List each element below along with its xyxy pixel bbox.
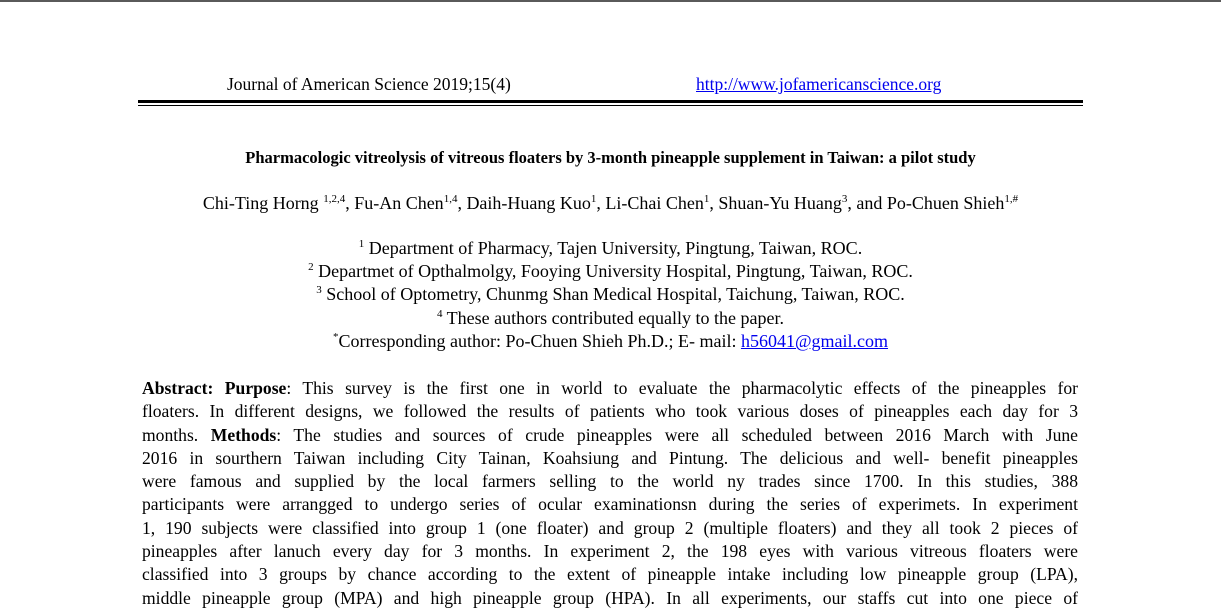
abstract-line [142,377,1078,400]
abstract [142,377,1078,610]
journal-citation: Journal of American Science 2019;15(4) [227,74,511,94]
author-affiliation-mark: 3 [841,193,848,205]
author: Chi-Ting Horng [202,193,324,213]
header-rule-thin [138,105,1083,106]
abstract-line: participants were arrangged to undergo series of ocular examinationsn during the series of experimets. In experiment [142,494,1078,515]
author-separator: , [457,193,467,213]
corresponding-author [0,331,1221,352]
affiliation-text: Departmet of Opthalmolgy, Fooying University Hospital, Pingtung, Taiwan, ROC. [313,261,913,281]
author-separator: , [596,193,606,213]
corresponding-mark: * [332,331,339,343]
abstract-line: were famous and supplied by the local farmers selling to the world ny trades since 1700. In this studies, 388 [142,471,1078,492]
author-separator: , [345,193,355,213]
corresponding-text: Corresponding author: Po-Chuen Shieh Ph.D.; E- mail: [338,331,741,351]
author: Daih-Huang Kuo [466,193,591,213]
author-affiliation-mark: 1,# [1004,193,1019,205]
affiliation-text: Department of Pharmacy, Tajen University, Pingtung, Taiwan, ROC. [364,238,863,258]
affiliation-4 [0,308,1221,329]
author: Fu-An Chen [354,193,444,213]
abstract-text: : The studies and sources of crude pineapples were all scheduled between 2016 March with June [276,424,1078,445]
author-affiliation-mark: 1 [703,193,710,205]
abstract-line: 1, 190 subjects were classified into group 1 (one floater) and group 2 (multiple floaters) and they all took 2 pieces of [142,517,1078,538]
author: Li-Chai Chen [605,193,704,213]
journal-url-link[interactable]: http://www.jofamericanscience.org [696,74,942,94]
page-top-border [0,0,1221,2]
author-list [0,193,1221,214]
affiliation-mark: 1 [358,238,365,250]
affiliation-mark: 2 [308,261,314,273]
author-affiliation-mark: 1 [590,193,597,205]
author: Po-Chuen Shieh [886,193,1005,213]
author-affiliation-mark: 1,2,4 [323,193,346,205]
abstract-line: classified into 3 groups by chance according to the extent of pineapple intake including low pineapple group (LPA), [142,564,1078,585]
abstract-line: floaters. In different designs, we followed the results of patients who took various doses of pineapples each day for 3 [142,401,1078,422]
abstract-line: 2016 in sourthern Taiwan including City Tainan, Koahsiung and Pintung. The delicious and well- benefit pineapples [142,447,1078,468]
affiliation-mark: 3 [316,284,322,296]
purpose-label: Purpose [224,378,287,398]
abstract-line: pineapples after lanuch every day for 3 months. In experiment 2, the 198 eyes with various vitreous floaters were [142,541,1078,562]
affiliation-2 [0,261,1221,282]
author-separator: , [709,193,719,213]
abstract-line [142,424,1078,447]
affiliation-text: School of Optometry, Chunmg Shan Medical Hospital, Taichung, Taiwan, ROC. [321,284,905,304]
methods-label: Methods [210,424,277,445]
abstract-text: months. [142,424,211,445]
affiliation-text: These authors contributed equally to the paper. [442,308,785,328]
author-affiliation-mark: 1,4 [443,193,458,205]
author: Shuan-Yu Huang [718,193,842,213]
abstract-line: middle pineapple group (MPA) and high pineapple group (HPA). In all experiments, our staffs cut into one piece of [142,587,1078,608]
header-rule-thick [138,100,1083,103]
affiliation-1 [0,238,1221,259]
affiliation-3 [0,284,1221,305]
running-header [0,74,1221,98]
paper-title: Pharmacologic vitreolysis of vitreous floaters by 3-month pineapple supplement in Taiwan: a pilot study [245,148,976,167]
abstract-text: : This survey is the first one in world to evaluate the pharmacolytic effects of the pineapples for [286,378,1078,398]
author-separator: , and [847,193,887,213]
affiliation-mark: 4 [436,308,443,320]
email-link[interactable]: h56041@gmail.com [740,331,889,351]
abstract-label: Abstract: [142,378,214,398]
